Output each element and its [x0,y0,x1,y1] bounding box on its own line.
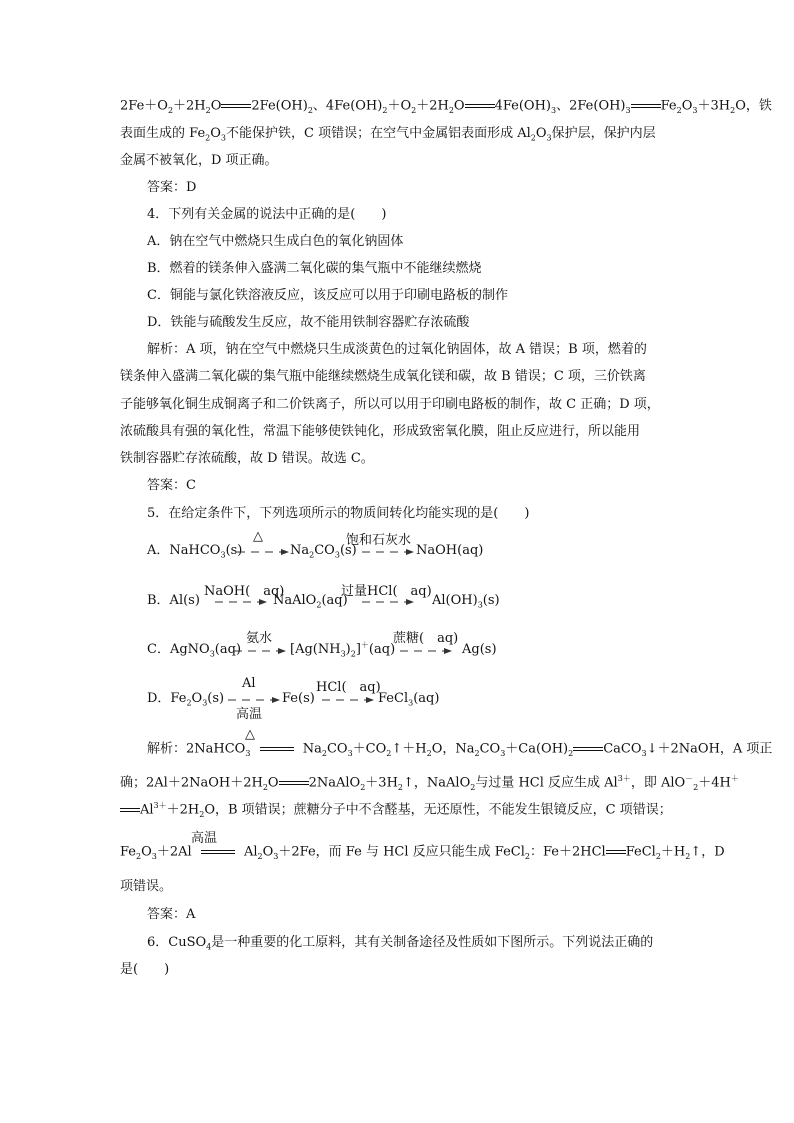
q4-analysis-5: 铁制容器贮存浓硫酸，故 D 错误。故选 C。 [120,451,374,466]
q4-analysis-3: 子能够氧化铜生成铜离子和二价铁离子，所以可以用于印刷电路板的制作，故 C 正确；D 项， [120,397,660,412]
q4-option-a: A．钠在空气中燃烧只生成白色的氧化钠固体 [147,234,404,249]
condition-high-temp: 高温 [191,831,218,846]
condition-limewater: 饱和石灰水 [346,533,412,548]
equals-sign [221,97,251,115]
heat-symbol: △ [253,529,263,544]
intro-line-3: 金属不被氧化，D 项正确。 [120,153,278,168]
q4-analysis-4: 浓硫酸具有强的氧化性，常温下能够使铁钝化，形成致密氧化膜，阻止反应进行，所以能用 [120,424,641,439]
condition-hcl: HCl( aq) [316,680,381,695]
q6-stem-line-1: 6．CuSO$_4$是一种重要的化工原料，其有关制备途径及性质如下图所示。下列说法正确的 [147,935,654,952]
condition-sucrose: 蔗糖( aq) [393,631,459,646]
q6-stem-line-2: 是( ) [120,962,170,977]
q4-option-d: D．铁能与硫酸发生反应，故不能用铁制容器贮存浓硫酸 [147,315,470,330]
intro-line-2: 表面生成的 $Fe_2O_3$不能保护铁，C 项错误；在空气中金属铝表面形成 $Al_2O_3$保护层，保护内层 [120,126,656,143]
equals-sign [260,740,294,758]
q4-stem: 4．下列有关金属的说法中正确的是( ) [147,207,387,222]
equals-sign [120,801,140,819]
q5-analysis-2: 确；$2Al+2NaOH+2H_2O$ $2NaAlO_2+3H_2↑$，NaAlO$_2$与过量 HCl 反应生成 $Al^{3+}$，即 AlO－$_2$＋4H＋ [120,774,739,793]
q4-analysis-1: 解析：A 项，钠在空气中燃烧只生成淡黄色的过氧化钠固体，故 A 错误；B 项，燃着的 [147,342,647,357]
heat-symbol: △ [245,727,255,742]
condition-al: Al [242,676,256,691]
equals-sign [606,843,626,861]
dashed-arrow [362,546,414,558]
equals-sign [279,774,309,792]
q5-analysis-4: $Fe_2O_3+2Al$ $Al_2O_3+2Fe$，而 Fe 与 HCl 反应只能生成 FeCl$_2$：Fe＋2HCl $FeCl_2+H_2↑$，D [120,844,725,862]
answer-4: 答案：C [147,478,196,493]
answer-5: 答案：A [147,907,196,922]
equals-sign [631,97,661,115]
dashed-arrow [237,546,289,558]
answer-3: 答案：D [147,180,197,195]
condition-high-temp: 高温 [236,707,263,722]
q5-analysis-5: 项错误。 [120,879,173,894]
dashed-arrow [362,596,414,608]
dashed-arrow [400,645,452,657]
q5-stem: 5．在给定条件下，下列选项所示的物质间转化均能实现的是( ) [147,506,530,521]
condition-ammonia: 氨水 [246,631,273,646]
dashed-arrow [322,694,374,706]
intro-line-1: $2Fe+O_2+2H_2O$ $2Fe(OH)_2$、$4Fe(OH)_2+O_2+2H_2O$ $4Fe(OH)_3$、$2Fe(OH)_3$ $Fe_2O_3+3H_2O$，铁 [120,98,772,116]
dashed-arrow [215,596,267,608]
q5-analysis-1: 解析：2NaHCO$_3$ $Na_2CO_3+CO_2↑+H_2O$，$Na_2CO_3+Ca(OH)_2$ CaCO$_3$↓＋2NaOH，A 项正 [147,741,773,759]
condition-excess-hcl: 过量HCl( aq) [341,584,432,599]
dashed-arrow [234,645,286,657]
q4-analysis-2: 镁条伸入盛满二氧化碳的集气瓶中能继续燃烧生成氧化镁和碳，故 B 错误；C 项，三价铁离 [120,369,646,384]
equals-sign [465,97,495,115]
q5-analysis-3: $Al^{3+}+2H_2O$，B 项错误；蔗糖分子中不含醛基，无还原性，不能发生银镜反应，C 项错误； [120,801,672,820]
condition-naoh: NaOH( aq) [204,584,285,599]
q4-option-b: B．燃着的镁条伸入盛满二氧化碳的集气瓶中不能继续燃烧 [147,261,482,276]
q4-option-c: C．铜能与氯化铁溶液反应，该反应可以用于印刷电路板的制作 [147,288,508,303]
equals-sign [201,843,235,861]
equals-sign [573,740,603,758]
